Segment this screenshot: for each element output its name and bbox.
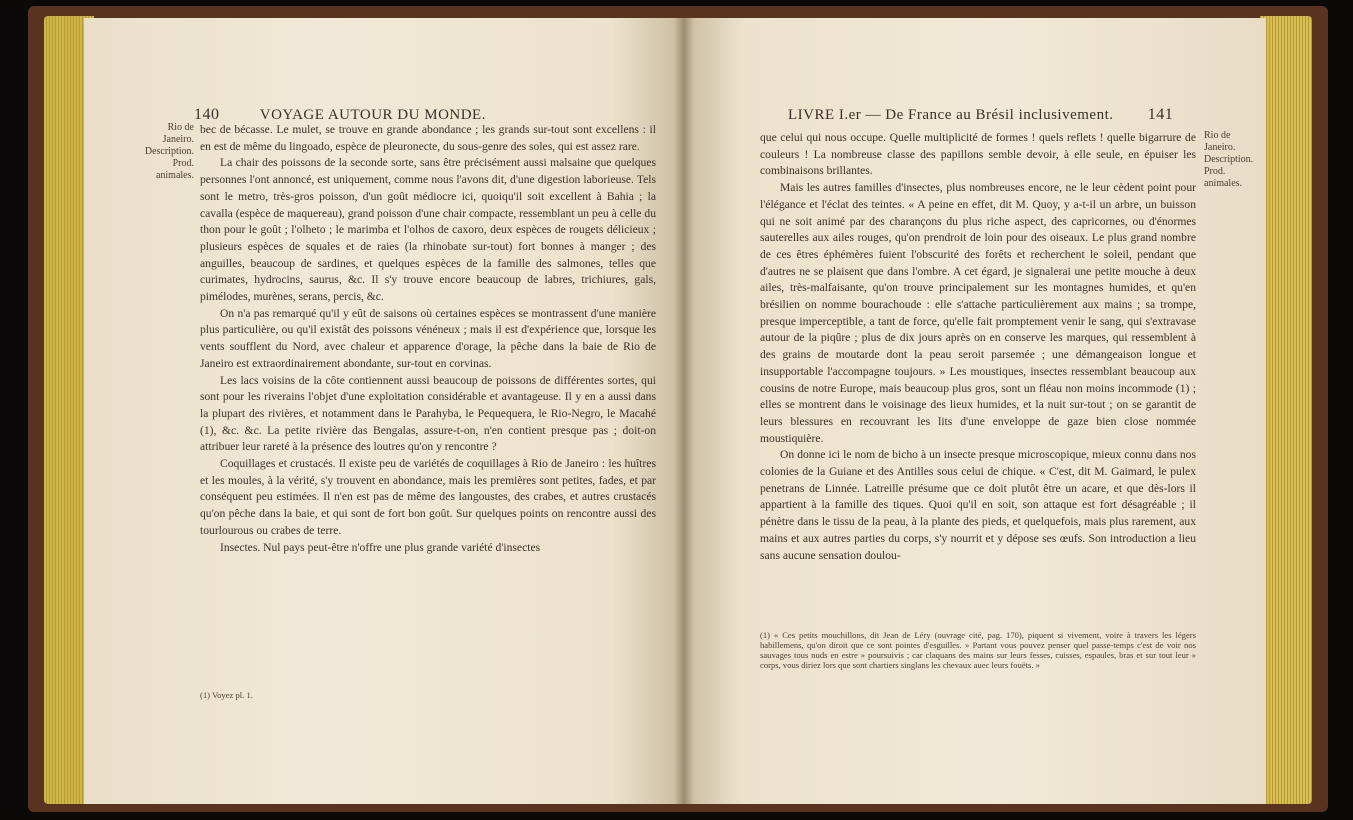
paragraph: On n'a pas remarqué qu'il y eût de saisons où certaines espèces se montrassent d'une manière plus particulière, ou qu'il existât des poissons vénéneux ; mais il est d'expérience que, lorsque les vents soufflent du Nord, avec chaleur et apparence d'orage, la pêche dans la baie de Rio de Janeiro est extraordinairement abondante, sur-tout en corvinas. xyxy=(200,306,656,370)
margin-note: Rio de Janeiro. xyxy=(162,122,194,145)
right-running-title: LIVRE I.er — De France au Brésil inclusivement. xyxy=(788,107,1114,123)
right-page-edges xyxy=(1260,16,1312,804)
open-book xyxy=(28,6,1328,812)
footnote-text: (1) « Ces petits mouchillons, dit Jean de Léry (ouvrage cité, pag. 170), piquent si vivement, voire à travers les légers habillemens, qu'on diroit que ce sont pointes d'esguilles. » Partant vous pouvez penser quel passe-temps c'est de voir nos sauvages tous nuds en estre » poursuivis ; car claquans des mains sur leurs fesses, cuisses, espaules, bras et sur tout leur » corps, vous diriez lors que sont chartiers singlans les chevaux auec leurs fouëts. » xyxy=(760,630,1196,670)
right-page xyxy=(684,18,1266,804)
margin-note: Rio de Janeiro. xyxy=(1204,130,1236,153)
paragraph: que celui qui nous occupe. Quelle multiplicité de formes ! quels reflets ! quelle bigarrure de couleurs ! La nombreuse classe des papillons semble devoir, à elle seule, en épuiser les combinaisons brillantes. xyxy=(760,131,1196,178)
paragraph: On donne ici le nom de bicho à un insecte presque microscopique, mieux connu dans nos colonies de la Guiane et des Antilles sous celui de chique. « C'est, dit M. Gaimard, le pulex penetrans de Linnée. Latreille présume que ce doit plutôt être un acare, et que dès-lors il appartient à la famille des tiques. Quoi qu'il en soit, son attaque est fort désagréable ; il pénètre dans le tissu de la peau, à la plante des pieds, et quelquefois, mais plus rarement, aux mains et aux autres parties du corps, s'y nourrit et y dépose ses œufs. Son introduction a lieu sans aucune sensation doulou- xyxy=(760,448,1196,562)
margin-note: Prod. animales. xyxy=(155,158,194,181)
right-body-text xyxy=(760,130,1196,564)
left-page-number: 140 xyxy=(194,106,220,123)
margin-note: Description. xyxy=(144,146,194,157)
left-page xyxy=(84,18,684,804)
margin-note: Description. xyxy=(1204,154,1254,165)
paragraph: Mais les autres familles d'insectes, plus nombreuses encore, ne le leur cèdent point pour l'élégance et l'éclat des teintes. « A peine en effet, dit M. Quoy, y a-t-il un arbre, un buisson qui ne soit animé par des charançons du plus riche aspect, des capricornes, ou d'énormes sauterelles aux ailes rouges, qu'on prendroit de loin pour des oiseaux. Le plus grand nombre de ces êtres éphémères fuient l'obscurité des forêts et recherchent le soleil, pendant que d'autres ne se plaisent que dans l'ombre. A cet égard, je signalerai une petite mouche à deux ailes, très-malfaisante, qu'on trouve principalement sur les montagnes humides, et qu'en brésilien on nomme bourachoude : elle s'attache particulièrement aux mains ; sa trompe, presque imperceptible, a tant de force, qu'elle fait promptement venir le sang, qui s'extravase autour de la piqûre ; plus de dix jours après on en conserve les marques, qui ressemblent à des grains de moutarde dont la peau seroit parsemée ; une démangeaison longue et insupportable l'accompagne toujours. » Les moustiques, insectes ressemblant beaucoup aux cousins de notre Europe, mais beaucoup plus gros, sont un fléau non moins incommode (1) ; elles se montrent dans le voisinage des lieux humides, et la nuit sur-tout ; on se garantit de leurs blessures en recouvrant les lits d'une enveloppe de gaze bien close nommée moustiquière. xyxy=(760,181,1196,445)
paragraph: Insectes. Nul pays peut-être n'offre une plus grande variété d'insectes xyxy=(220,540,541,554)
book-gutter xyxy=(674,18,694,804)
paragraph: Les lacs voisins de la côte contiennent aussi beaucoup de poissons de différentes sortes, qui sont pour les riverains l'objet d'une exploitation considérable et avantageuse. Il y en a aussi dans la plupart des rivières, et notamment dans le Parahyba, le Pequequera, le Rio-Negro, le Macahé (1), &c. &c. La petite rivière das Bengalas, assure-t-on, n'en contient presque pas ; doit-on attribuer leur rareté à la présence des loutres qu'on y rencontre ? xyxy=(200,373,656,454)
right-page-number: 141 xyxy=(1147,106,1174,123)
left-footnote xyxy=(200,690,656,700)
right-margin-notes xyxy=(1204,130,1260,190)
paragraph: bec de bécasse. Le mulet, se trouve en grande abondance ; les grands sur-tout sont excellens : il en est de même du lingoado, espèce de pleuronecte, du sous-genre des soles, qui est assez rare. xyxy=(200,123,656,153)
paragraph: La chair des poissons de la seconde sorte, sans être précisément aussi malsaine que quelques personnes l'ont annoncé, est uniquement, comme nous l'avons dit, d'une digestion laborieuse. Tels sont le metro, très-gros poisson, d'un goût médiocre ici, quoiqu'il soit excellent à Bahia ; la cavalla (espèce de maquereau), grand poisson d'une chair compacte, ressemblant un peu à celle du thon pour le goût ; l'olheto ; le marimba et l'olhos de caxoro, deux espèces de rougets délicieux ; plusieurs espèces de squales et de raies (la rhinobate sur-tout) fort bonnes à manger ; des anguilles, beaucoup de sardines, et quelques espèces de la famille des salmones, telles que curimates, hydrocins, saurus, &c. Il s'y trouve encore beaucoup de labres, trichiures, gals, pimélodes, murènes, serans, percis, &c. xyxy=(200,156,656,304)
right-running-head xyxy=(788,106,1173,124)
margin-note: Prod. animales. xyxy=(1204,166,1243,189)
left-running-title: VOYAGE AUTOUR DU MONDE. xyxy=(259,107,486,123)
left-margin-notes xyxy=(134,122,194,182)
right-footnote xyxy=(760,630,1196,670)
left-body-text xyxy=(200,122,656,556)
paragraph: Coquillages et crustacés. Il existe peu de variétés de coquillages à Rio de Janeiro : les huîtres et les moules, à la vérité, s'y trouvent en abondance, mais les premières sont petites, fades, et par conséquent peu estimées. Il n'en est pas de même des langoustes, des crabes, et autres crustacés qu'on pêche dans la baie, et qui sont de fort bon goût. Sur quelques points on rencontre aussi des tourlourous ou crabes de terre. xyxy=(200,457,656,537)
footnote-text: (1) Voyez pl. 1. xyxy=(200,690,253,700)
